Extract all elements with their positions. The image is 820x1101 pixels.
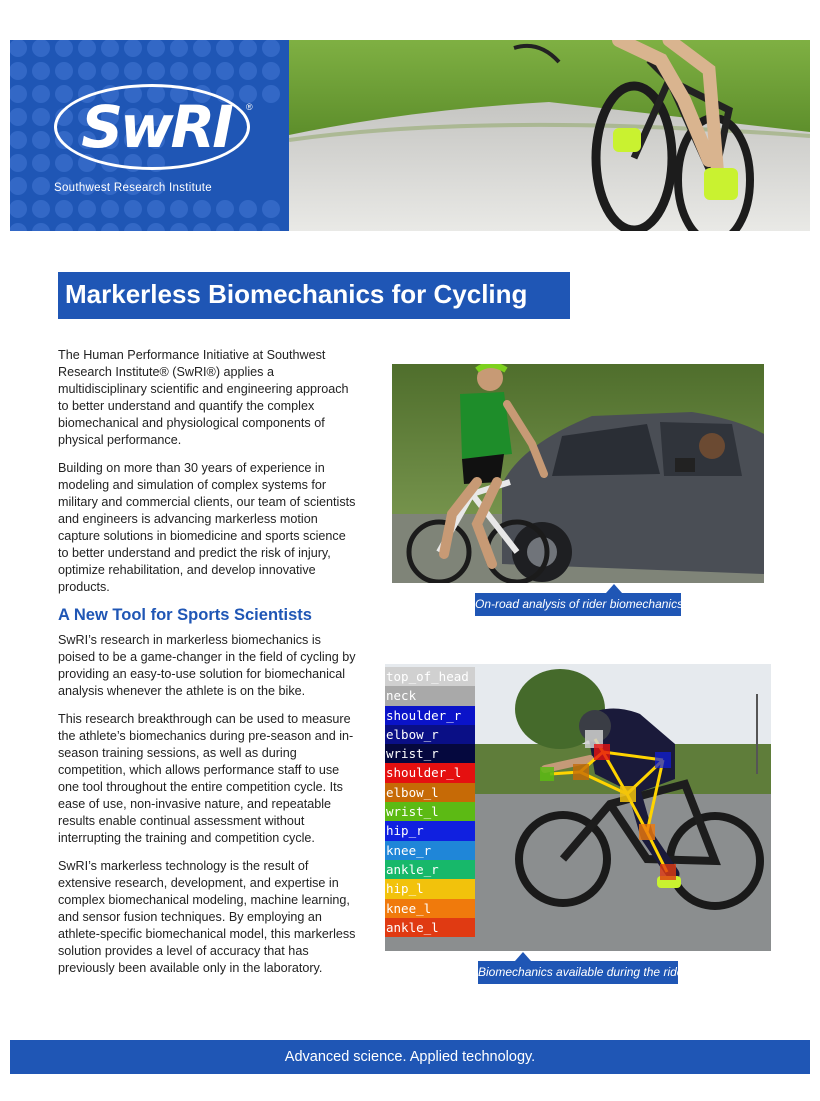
caption-pointer	[515, 952, 531, 961]
legend-item-elbow-l: elbow_l	[385, 783, 475, 802]
legend-item-ankle-r: ankle_r	[385, 860, 475, 879]
legend-item-shoulder-l: shoulder_l	[385, 763, 475, 782]
page-title: Markerless Biomechanics for Cycling	[65, 279, 528, 309]
org-name: Southwest Research Institute	[54, 182, 212, 194]
legend-item-hip-l: hip_l	[385, 879, 475, 898]
legend-item-knee-l: knee_l	[385, 899, 475, 918]
road-analysis-photo	[392, 364, 764, 583]
section-heading: A New Tool for Sports Scientists	[58, 606, 312, 624]
legend-item-hip-r: hip_r	[385, 821, 475, 840]
section-paragraph-2: This research breakthrough can be used to measure the athlete’s biomechanics during pre-season and in-season training sessions, as well as during competition, which allows performance staff to use one tool throughout the entire competition cycle. Its ease of use, non-invasive nature, and repeatable results enable continual assessment without interrupting the training and competition cycle.	[58, 712, 354, 845]
section-paragraph-1: SwRI’s research in markerless biomechanics is poised to be a game-changer in the field of cycling by providing an easy-to-use solution for biomechanical analysis whenever the athlete is on the bike.	[58, 633, 356, 698]
header-banner	[10, 40, 810, 231]
legend-item-wrist-r: wrist_r	[385, 744, 475, 763]
title-banner	[58, 272, 570, 319]
header-cyclist-photo	[289, 40, 810, 231]
pose-estimation-figure	[385, 664, 771, 951]
logo-panel	[10, 40, 289, 231]
footer-banner	[10, 1040, 810, 1074]
legend-item-shoulder-r: shoulder_r	[385, 706, 475, 725]
figure-caption-1: On-road analysis of rider biomechanics	[475, 593, 681, 616]
section-paragraph-3: SwRI’s markerless technology is the result of extensive research, development, and expertise in complex biomechanical modeling, machine learning, and sensor fusion techniques. By employing an athlete-specific biomechanical model, this markerless solution provides a level of accuracy that has previously been available only in the laboratory.	[58, 859, 356, 975]
legend-item-top-of-head: top_of_head	[385, 667, 475, 686]
intro-paragraph-2: Building on more than 30 years of experience in modeling and simulation of complex systems for military and commercial clients, our team of scientists and engineers is advancing markerless motion capture solutions in biomedicine and sports science to better understand and predict the risk of injury, optimize rehabilitation, and develop innovative products.	[58, 461, 356, 594]
legend-item-wrist-l: wrist_l	[385, 802, 475, 821]
keypoint-legend	[385, 667, 475, 937]
caption-pointer	[606, 584, 622, 593]
logo-wordmark: SwRI	[81, 93, 231, 161]
legend-item-ankle-l: ankle_l	[385, 918, 475, 937]
footer-tagline: Advanced science. Applied technology.	[284, 1049, 536, 1065]
legend-item-neck: neck	[385, 686, 475, 705]
body-column	[58, 347, 358, 988]
figure-caption-2: Biomechanics available during the ride	[478, 961, 678, 984]
legend-item-elbow-r: elbow_r	[385, 725, 475, 744]
legend-item-knee-r: knee_r	[385, 841, 475, 860]
intro-paragraph-1: The Human Performance Initiative at Southwest Research Institute® (SwRI®) applies a multidisciplinary scientific and engineering approach to better understand and quantify the complex biomechanical and physiological components of physical performance.	[58, 348, 349, 447]
registered-mark: ®	[246, 102, 253, 112]
